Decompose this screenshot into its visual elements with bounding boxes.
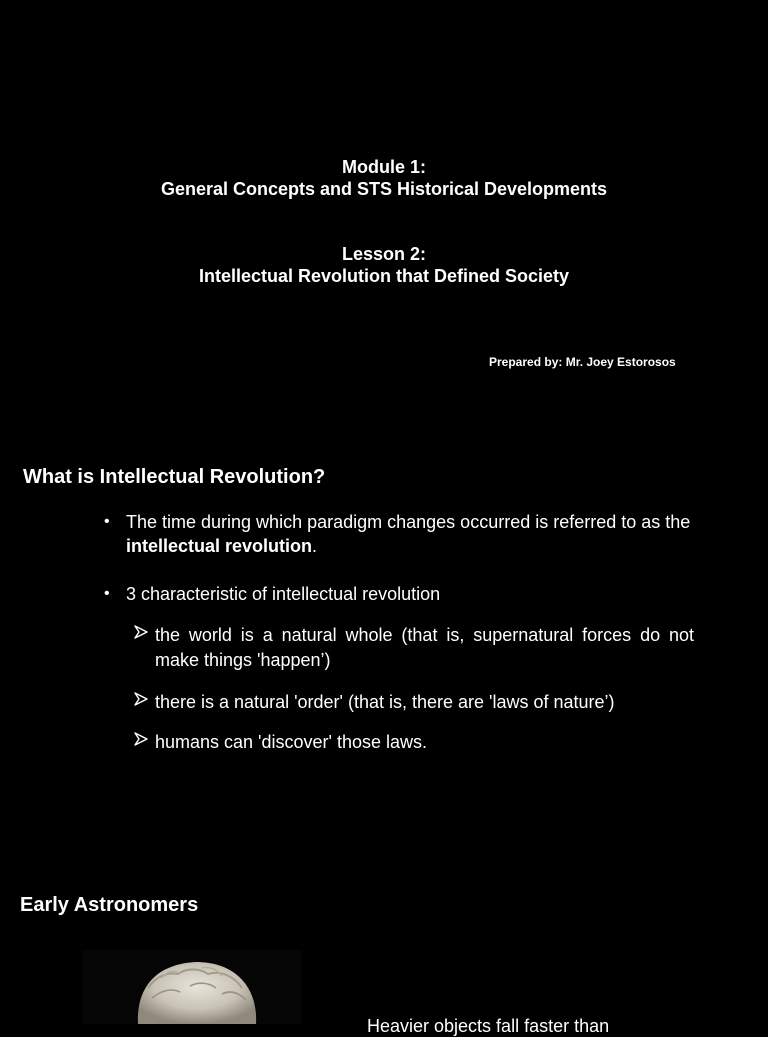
prepared-by-credit: Prepared by: Mr. Joey Estorosos — [489, 355, 676, 369]
marble-bust-image — [82, 950, 302, 1024]
bullet-text-plain: The time during which paradigm changes occurred is referred to as the — [126, 512, 691, 532]
bullet-text: 3 characteristic of intellectual revolution — [126, 584, 441, 604]
module-heading — [0, 156, 768, 200]
bullet-text-bold: intellectual revolution — [126, 536, 313, 556]
sub-bullet-text: humans can 'discover' those laws. — [155, 732, 428, 752]
arrowhead-bullet-icon — [133, 691, 149, 707]
arrowhead-bullet-icon — [133, 624, 149, 640]
title-slide — [0, 0, 768, 430]
bust-portrait-icon — [82, 950, 302, 1024]
module-title: General Concepts and STS Historical Developments — [160, 179, 608, 199]
arrowhead-bullet-icon — [133, 731, 149, 747]
slide-heading: Early Astronomers — [20, 894, 199, 916]
intellectual-revolution-slide — [0, 430, 768, 850]
sub-bullet-text: the world is a natural whole (that is, supernatural forces do not make things 'happen’) — [155, 625, 694, 670]
bullet-text-end: . — [312, 536, 318, 556]
lesson-label: Lesson 2: — [341, 244, 427, 264]
sub-bullet-text: there is a natural 'order' (that is, there are 'laws of nature’) — [155, 692, 615, 712]
slide-caption-partial: Heavier objects fall faster than — [367, 1016, 610, 1036]
lesson-heading — [0, 243, 768, 287]
bullet-dot-icon: • — [104, 585, 110, 602]
bullet-dot-icon: • — [104, 513, 110, 530]
module-label: Module 1: — [342, 157, 426, 177]
bullet-text — [126, 510, 694, 558]
slide-heading: What is Intellectual Revolution? — [23, 466, 326, 488]
early-astronomers-slide — [0, 850, 768, 1036]
lesson-title: Intellectual Revolution that Defined Society — [198, 266, 570, 286]
